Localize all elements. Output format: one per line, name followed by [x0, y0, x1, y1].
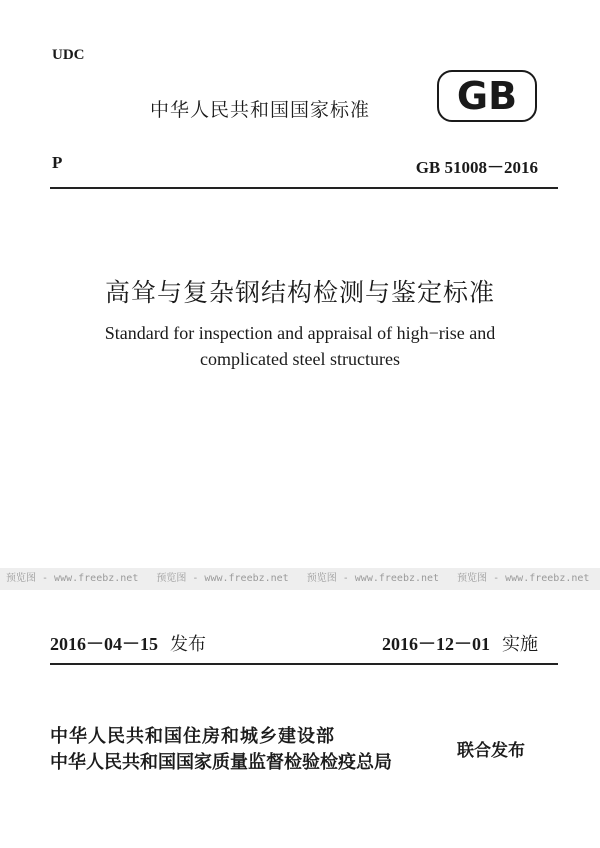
standard-number: GB 51008－2016	[415, 158, 538, 177]
udc-label: UDC	[52, 47, 85, 63]
publisher-1: 中华人民共和国住房和城乡建设部	[50, 726, 335, 747]
header-divider	[50, 187, 558, 189]
publisher-2: 中华人民共和国国家质量监督检验检疫总局	[50, 752, 392, 773]
classification-code: P	[52, 153, 63, 172]
title-english: Standard for inspection and appraisal of high−rise and complicated steel structures	[104, 323, 496, 369]
watermark-band	[0, 568, 600, 590]
gb-logo-text: GB	[456, 74, 518, 118]
issue-date: 2016－04－15	[50, 634, 158, 654]
watermark-text: 预览图 - www.freebz.net	[457, 573, 590, 584]
implementation-label: 实施	[502, 634, 538, 655]
watermark-text: 预览图 - www.freebz.net	[156, 573, 289, 584]
implementation-date-block	[382, 630, 538, 656]
issue-date-block	[50, 630, 206, 656]
implementation-date: 2016－12－01	[382, 634, 490, 654]
gb-logo	[437, 70, 537, 122]
watermark-text: 预览图 - www.freebz.net	[306, 573, 440, 584]
issue-label: 发布	[170, 634, 206, 655]
national-standard-label: 中华人民共和国国家标准	[150, 99, 371, 121]
watermark-text: 预览图 - www.freebz.net	[6, 573, 139, 584]
joint-issue-label: 联合发布	[457, 741, 525, 761]
title-chinese: 高耸与复杂钢结构检测与鉴定标准	[104, 278, 495, 307]
footer-divider	[50, 663, 558, 665]
